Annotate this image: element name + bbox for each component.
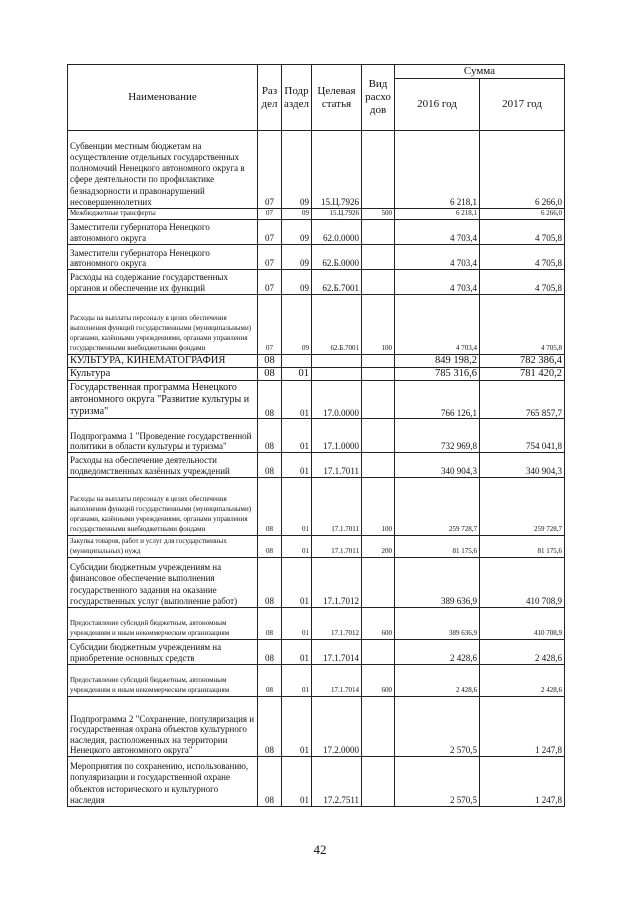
cell-vid-raskhodov: 200 <box>362 536 395 558</box>
cell-podrazdel: 01 <box>282 536 312 558</box>
cell-tselevaya-statya: 17.1.7011 <box>312 478 362 536</box>
cell-sum-2017: 765 857,7 <box>480 381 565 419</box>
cell-podrazdel: 01 <box>282 453 312 478</box>
cell-sum-2017: 2 428,6 <box>480 640 565 665</box>
cell-podrazdel: 01 <box>282 697 312 757</box>
cell-sum-2017: 782 386,4 <box>480 355 565 368</box>
cell-sum-2017: 4 705,8 <box>480 270 565 295</box>
table-row <box>68 665 565 697</box>
cell-razdel: 08 <box>258 355 282 368</box>
cell-tselevaya-statya: 17.2.7511 <box>312 757 362 807</box>
cell-name: Заместители губернатора Ненецкого автономного округа <box>68 245 258 270</box>
cell-vid-raskhodov <box>362 381 395 419</box>
cell-tselevaya-statya: 15.Ц.7926 <box>312 131 362 209</box>
table-row <box>68 757 565 807</box>
cell-razdel: 07 <box>258 245 282 270</box>
cell-podrazdel: 09 <box>282 295 312 355</box>
table-row <box>68 368 565 381</box>
cell-sum-2016: 6 218,1 <box>395 131 480 209</box>
header-podrazdel: Подр аздел <box>282 65 312 131</box>
cell-sum-2016: 340 904,3 <box>395 453 480 478</box>
cell-podrazdel: 01 <box>282 381 312 419</box>
table-row <box>68 131 565 209</box>
cell-tselevaya-statya: 17.0.0000 <box>312 381 362 419</box>
cell-razdel: 08 <box>258 757 282 807</box>
cell-sum-2016: 4 703,4 <box>395 270 480 295</box>
cell-podrazdel <box>282 355 312 368</box>
cell-sum-2016: 4 703,4 <box>395 245 480 270</box>
cell-razdel: 08 <box>258 640 282 665</box>
cell-sum-2017: 81 175,6 <box>480 536 565 558</box>
cell-podrazdel: 01 <box>282 640 312 665</box>
table-row <box>68 355 565 368</box>
cell-tselevaya-statya: 17.2.0000 <box>312 697 362 757</box>
cell-sum-2016: 785 316,6 <box>395 368 480 381</box>
cell-sum-2017: 4 705,8 <box>480 295 565 355</box>
cell-vid-raskhodov <box>362 131 395 209</box>
table-header <box>68 65 565 131</box>
cell-podrazdel: 01 <box>282 558 312 608</box>
table-row <box>68 270 565 295</box>
cell-name: Расходы на обеспечение деятельности подведомственных казённых учреждений <box>68 453 258 478</box>
cell-sum-2017: 4 705,8 <box>480 245 565 270</box>
cell-tselevaya-statya: 62.Б.7001 <box>312 270 362 295</box>
cell-sum-2016: 81 175,6 <box>395 536 480 558</box>
cell-razdel: 08 <box>258 453 282 478</box>
cell-razdel: 08 <box>258 558 282 608</box>
cell-sum-2016: 4 703,4 <box>395 220 480 245</box>
cell-vid-raskhodov: 600 <box>362 608 395 640</box>
cell-sum-2017: 2 428,6 <box>480 665 565 697</box>
cell-vid-raskhodov <box>362 558 395 608</box>
table-body <box>68 131 565 807</box>
cell-sum-2016: 732 969,8 <box>395 419 480 453</box>
cell-tselevaya-statya: 17.1.7012 <box>312 558 362 608</box>
cell-razdel: 08 <box>258 536 282 558</box>
cell-sum-2016: 389 636,9 <box>395 608 480 640</box>
cell-sum-2016: 2 428,6 <box>395 665 480 697</box>
table-row <box>68 608 565 640</box>
cell-tselevaya-statya: 17.1.7014 <box>312 640 362 665</box>
cell-tselevaya-statya: 62.Б.7001 <box>312 295 362 355</box>
cell-tselevaya-statya: 17.1.0000 <box>312 419 362 453</box>
cell-razdel: 07 <box>258 270 282 295</box>
cell-name: Расходы на содержание государственных органов и обеспечение их функций <box>68 270 258 295</box>
table-row <box>68 381 565 419</box>
table-row <box>68 419 565 453</box>
cell-name: Предоставление субсидий бюджетным, автономным учреждениям и иным некоммерческим организациям <box>68 665 258 697</box>
cell-tselevaya-statya: 17.1.7012 <box>312 608 362 640</box>
table-row <box>68 295 565 355</box>
cell-vid-raskhodov <box>362 220 395 245</box>
cell-vid-raskhodov <box>362 757 395 807</box>
cell-sum-2016: 2 570,5 <box>395 757 480 807</box>
table-row <box>68 536 565 558</box>
cell-name: Мероприятия по сохранению, использованию, популяризации и государственной охране объектов исторического и культурного наследия <box>68 757 258 807</box>
cell-name: Субсидии бюджетным учреждениям на финансовое обеспечение выполнения государственного задания на оказание государственных услуг (выполнение работ) <box>68 558 258 608</box>
cell-sum-2017: 6 266,0 <box>480 209 565 220</box>
cell-sum-2017: 259 728,7 <box>480 478 565 536</box>
cell-vid-raskhodov: 500 <box>362 209 395 220</box>
table-row <box>68 478 565 536</box>
cell-sum-2017: 410 708,9 <box>480 608 565 640</box>
cell-razdel: 07 <box>258 295 282 355</box>
cell-vid-raskhodov <box>362 270 395 295</box>
cell-vid-raskhodov <box>362 453 395 478</box>
cell-razdel: 07 <box>258 220 282 245</box>
cell-podrazdel: 01 <box>282 478 312 536</box>
cell-vid-raskhodov: 100 <box>362 295 395 355</box>
cell-razdel: 08 <box>258 368 282 381</box>
cell-name: КУЛЬТУРА, КИНЕМАТОГРАФИЯ <box>68 355 258 368</box>
cell-name: Субсидии бюджетным учреждениям на приобретение основных средств <box>68 640 258 665</box>
cell-razdel: 08 <box>258 419 282 453</box>
header-razdel: Раз дел <box>258 65 282 131</box>
cell-name: Межбюджетные трансферты <box>68 209 258 220</box>
cell-sum-2016: 2 570,5 <box>395 697 480 757</box>
cell-sum-2017: 1 247,8 <box>480 757 565 807</box>
table-row <box>68 640 565 665</box>
cell-sum-2016: 849 198,2 <box>395 355 480 368</box>
table-row <box>68 697 565 757</box>
cell-name: Предоставление субсидий бюджетным, автономным учреждениям и иным некоммерческим организациям <box>68 608 258 640</box>
cell-tselevaya-statya: 15.Ц.7926 <box>312 209 362 220</box>
cell-podrazdel: 01 <box>282 419 312 453</box>
cell-tselevaya-statya: 17.1.7011 <box>312 536 362 558</box>
cell-sum-2016: 389 636,9 <box>395 558 480 608</box>
cell-name: Подпрограмма 2 "Сохранение, популяризация и государственная охрана объектов культурного наследия, расположенных на территории Ненецкого автономного округа" <box>68 697 258 757</box>
cell-sum-2017: 1 247,8 <box>480 697 565 757</box>
cell-tselevaya-statya: 62.Б.0000 <box>312 245 362 270</box>
cell-tselevaya-statya <box>312 355 362 368</box>
cell-podrazdel: 09 <box>282 209 312 220</box>
cell-vid-raskhodov <box>362 245 395 270</box>
cell-sum-2017: 410 708,9 <box>480 558 565 608</box>
cell-razdel: 08 <box>258 381 282 419</box>
cell-name: Расходы на выплаты персоналу в целях обеспечения выполнения функций государственными (муниципальными) органами, казёнными учреждениями, органами управления государственными внебюджетными фондами <box>68 295 258 355</box>
cell-podrazdel: 09 <box>282 270 312 295</box>
cell-vid-raskhodov <box>362 697 395 757</box>
cell-tselevaya-statya <box>312 368 362 381</box>
cell-sum-2016: 2 428,6 <box>395 640 480 665</box>
cell-razdel: 08 <box>258 608 282 640</box>
cell-vid-raskhodov <box>362 355 395 368</box>
cell-sum-2017: 340 904,3 <box>480 453 565 478</box>
cell-razdel: 07 <box>258 131 282 209</box>
cell-sum-2017: 4 705,8 <box>480 220 565 245</box>
cell-vid-raskhodov: 100 <box>362 478 395 536</box>
cell-tselevaya-statya: 17.1.7014 <box>312 665 362 697</box>
cell-sum-2016: 259 728,7 <box>395 478 480 536</box>
cell-sum-2017: 6 266,0 <box>480 131 565 209</box>
table-row <box>68 245 565 270</box>
page-number: 42 <box>313 842 327 857</box>
cell-tselevaya-statya: 62.0.0000 <box>312 220 362 245</box>
cell-sum-2016: 4 703,4 <box>395 295 480 355</box>
cell-vid-raskhodov: 600 <box>362 665 395 697</box>
cell-name: Подпрограмма 1 "Проведение государственной политики в области культуры и туризма" <box>68 419 258 453</box>
table-row <box>68 558 565 608</box>
cell-podrazdel: 09 <box>282 131 312 209</box>
cell-sum-2016: 6 218,1 <box>395 209 480 220</box>
table-row <box>68 453 565 478</box>
header-summa: Сумма <box>395 65 565 79</box>
cell-podrazdel: 01 <box>282 608 312 640</box>
cell-tselevaya-statya: 17.1.7011 <box>312 453 362 478</box>
cell-name: Закупка товаров, работ и услуг для государственных (муниципальных) нужд <box>68 536 258 558</box>
header-year-2016: 2016 год <box>395 79 480 131</box>
cell-vid-raskhodov <box>362 640 395 665</box>
header-vid-raskhodov: Вид расхо дов <box>362 65 395 131</box>
cell-vid-raskhodov <box>362 419 395 453</box>
cell-name: Культура <box>68 368 258 381</box>
budget-table <box>67 64 565 807</box>
cell-podrazdel: 09 <box>282 245 312 270</box>
cell-razdel: 07 <box>258 209 282 220</box>
header-tselevaya-statya: Целевая статья <box>312 65 362 131</box>
cell-podrazdel: 09 <box>282 220 312 245</box>
cell-name: Субвенции местным бюджетам на осуществление отдельных государственных полномочий Ненецкого автономного округа в сфере деятельности по профилактике безнадзорности и правонарушений несовершеннолетних <box>68 131 258 209</box>
cell-name: Расходы на выплаты персоналу в целях обеспечения выполнения функций государственными (муниципальными) органами, казёнными учреждениями, органами управления государственными внебюджетными фондами <box>68 478 258 536</box>
cell-razdel: 08 <box>258 665 282 697</box>
cell-razdel: 08 <box>258 478 282 536</box>
cell-vid-raskhodov <box>362 368 395 381</box>
cell-podrazdel: 01 <box>282 368 312 381</box>
cell-sum-2016: 766 126,1 <box>395 381 480 419</box>
cell-sum-2017: 754 041,8 <box>480 419 565 453</box>
header-year-2017: 2017 год <box>480 79 565 131</box>
header-name: Наименование <box>68 65 258 131</box>
cell-razdel: 08 <box>258 697 282 757</box>
table-row <box>68 209 565 220</box>
cell-podrazdel: 01 <box>282 757 312 807</box>
cell-sum-2017: 781 420,2 <box>480 368 565 381</box>
cell-podrazdel: 01 <box>282 665 312 697</box>
cell-name: Государственная программа Ненецкого автономного округа "Развитие культуры и туризма" <box>68 381 258 419</box>
table-row <box>68 220 565 245</box>
cell-name: Заместители губернатора Ненецкого автономного округа <box>68 220 258 245</box>
